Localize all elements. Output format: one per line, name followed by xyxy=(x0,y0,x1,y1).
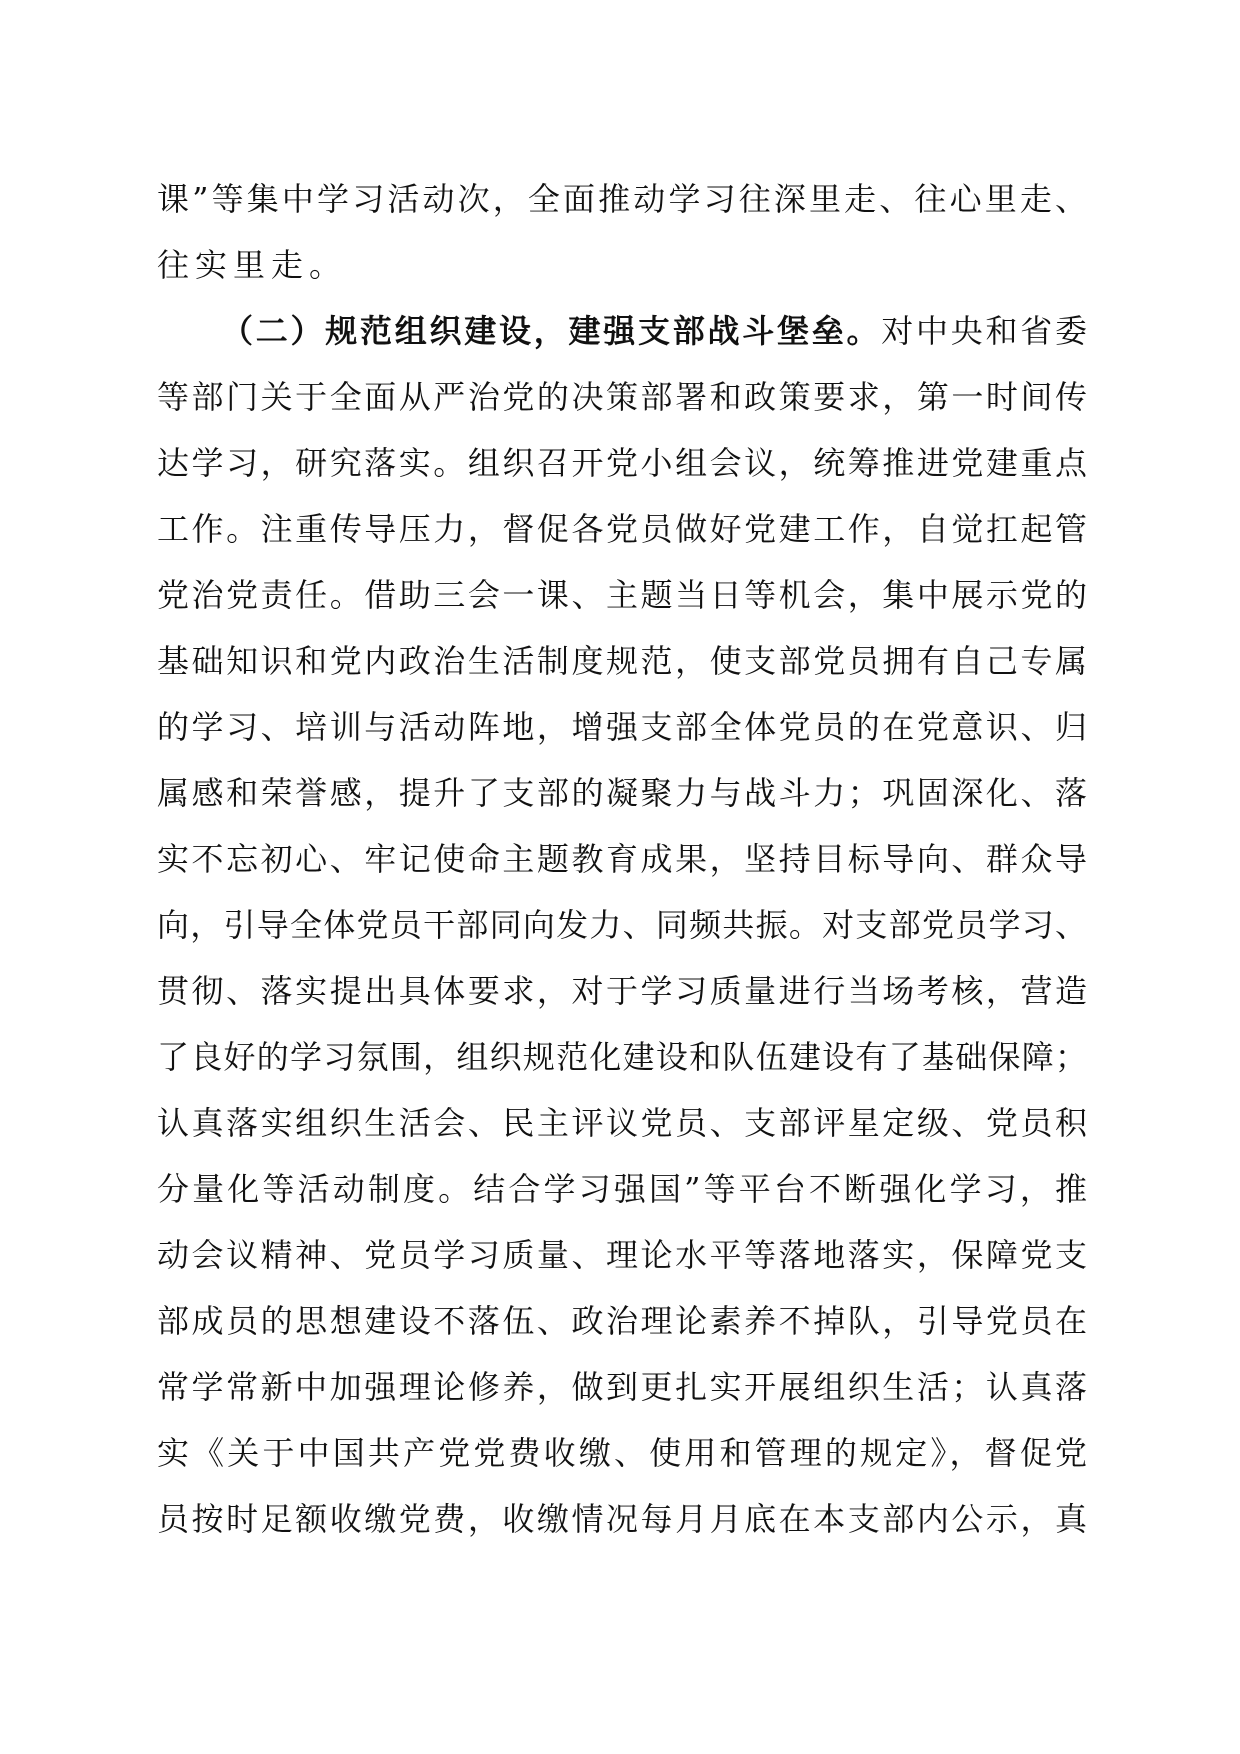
paragraph-line: 常学常新中加强理论修养，做到更扎实开展组织生活；认真落 xyxy=(157,1368,1087,1406)
section-first-line-text: 对中央和省委 xyxy=(881,312,1087,350)
paragraph-line: 的学习、培训与活动阵地，增强支部全体党员的在党意识、归 xyxy=(157,708,1087,746)
paragraph-line: 达学习，研究落实。组织召开党小组会议，统筹推进党建重点 xyxy=(157,444,1087,482)
paragraph-line: 了良好的学习氛围，组织规范化建设和队伍建设有了基础保障； xyxy=(157,1038,1087,1076)
paragraph-line: 认真落实组织生活会、民主评议党员、支部评星定级、党员积 xyxy=(157,1104,1087,1142)
paragraph-line: 等部门关于全面从严治党的决策部署和政策要求，第一时间传 xyxy=(157,378,1087,416)
paragraph-line: 动会议精神、党员学习质量、理论水平等落地落实，保障党支 xyxy=(157,1236,1087,1274)
section-first-line xyxy=(157,298,1087,364)
paragraph-line: 实《关于中国共产党党费收缴、使用和管理的规定》，督促党 xyxy=(157,1434,1087,1472)
paragraph-line: 员按时足额收缴党费，收缴情况每月月底在本支部内公示，真 xyxy=(157,1500,1087,1538)
paragraph-line: 属感和荣誉感，提升了支部的凝聚力与战斗力；巩固深化、落 xyxy=(157,774,1087,812)
paragraph-line: 实不忘初心、牢记使命主题教育成果，坚持目标导向、群众导 xyxy=(157,840,1087,878)
section-heading: （二）规范组织建设，建强支部战斗堡垒。 xyxy=(221,312,882,350)
continuation-line-1: 课”等集中学习活动次，全面推动学习往深里走、往心里走、 xyxy=(157,180,1087,218)
document-body xyxy=(157,166,1087,1552)
paragraph-line: 贯彻、落实提出具体要求，对于学习质量进行当场考核，营造 xyxy=(157,972,1087,1010)
paragraph-line: 向，引导全体党员干部同向发力、同频共振。对支部党员学习、 xyxy=(157,906,1087,944)
continuation-line-2: 往实里走。 xyxy=(157,246,348,284)
paragraph-line: 基础知识和党内政治生活制度规范，使支部党员拥有自己专属 xyxy=(157,642,1087,680)
paragraph-line: 部成员的思想建设不落伍、政治理论素养不掉队，引导党员在 xyxy=(157,1302,1087,1340)
paragraph-line: 党治党责任。借助三会一课、主题当日等机会，集中展示党的 xyxy=(157,576,1087,614)
paragraph-line: 分量化等活动制度。结合学习强国”等平台不断强化学习，推 xyxy=(157,1170,1087,1208)
paragraph-line: 工作。注重传导压力，督促各党员做好党建工作，自觉扛起管 xyxy=(157,510,1087,548)
